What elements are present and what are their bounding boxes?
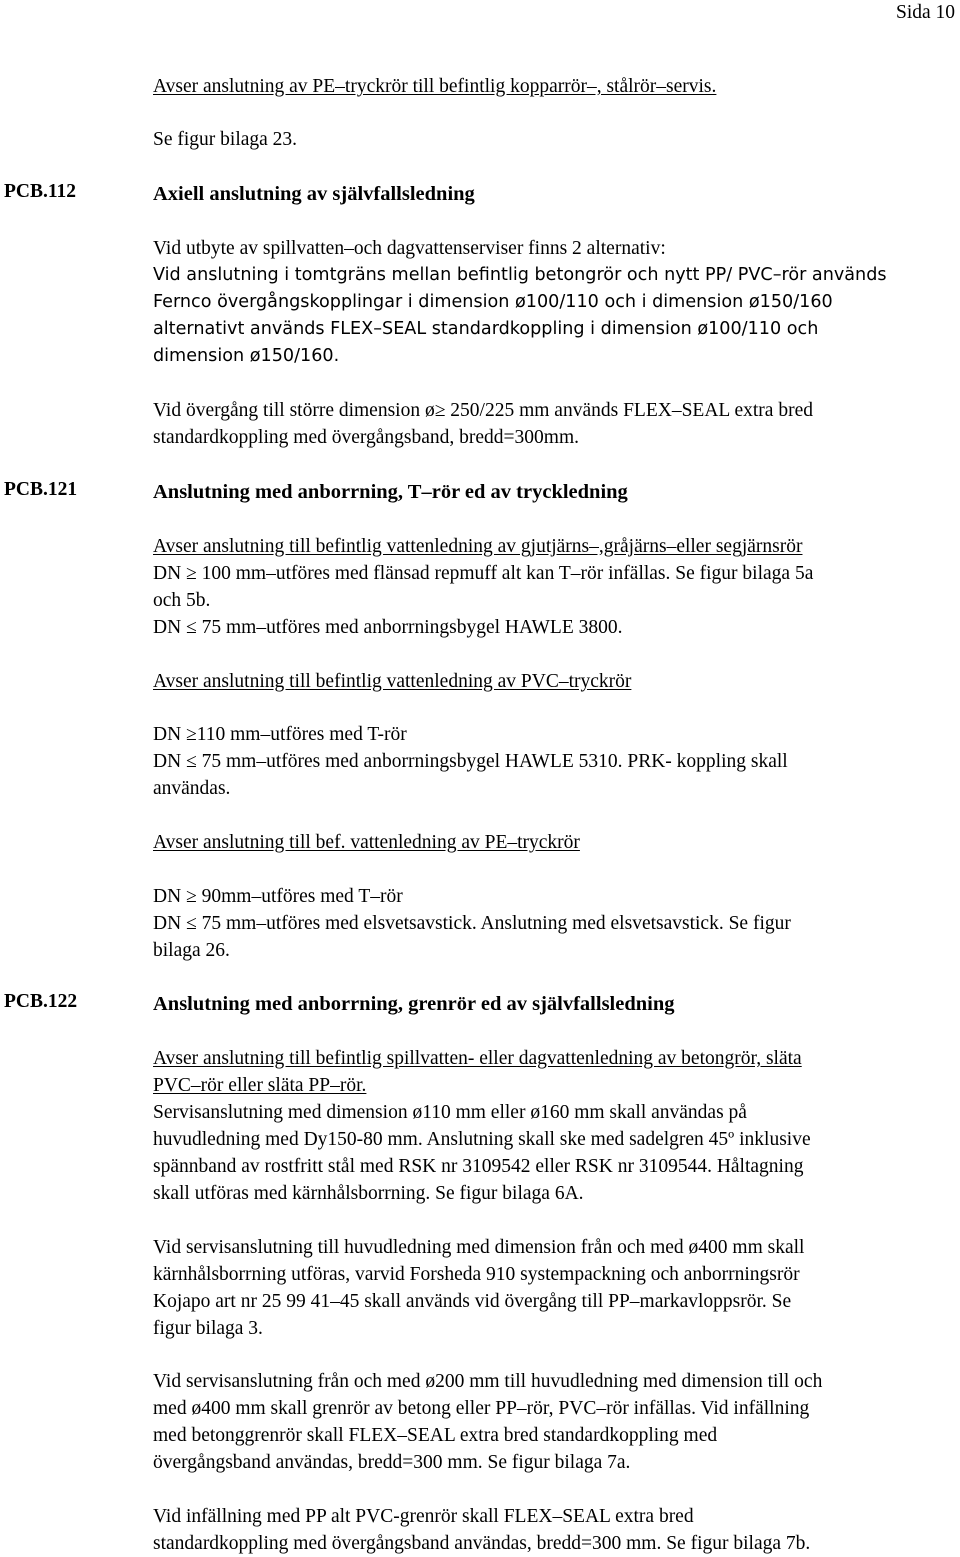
pcb112-paragraph-line: Fernco övergångskopplingar i dimension ø100/110 och i dimension ø150/160 bbox=[153, 292, 833, 312]
pcb122-subheading: PVC–rör eller släta PP–rör. bbox=[153, 1075, 367, 1096]
pcb112-code: PCB.112 bbox=[4, 181, 77, 202]
pcb121-paragraph-line: DN ≥ 100 mm–utföres med flänsad repmuff alt kan T–rör infällas. Se figur bilaga 5a bbox=[153, 563, 814, 584]
pcb121-paragraph-line: DN ≤ 75 mm–utföres med elsvetsavstick. Anslutning med elsvetsavstick. Se figur bbox=[153, 913, 791, 934]
pcb122-heading: Anslutning med anborrning, grenrör ed av självfallsledning bbox=[153, 993, 675, 1015]
pcb112-paragraph-line: Vid utbyte av spillvatten–och dagvattenserviser finns 2 alternativ: bbox=[153, 238, 666, 259]
pcb122-paragraph-line: standardkoppling med övergångsband användas, bredd=300 mm. Se figur bilaga 7b. bbox=[153, 1533, 811, 1554]
pcb121-paragraph-line: och 5b. bbox=[153, 590, 211, 611]
pcb122-paragraph-line: övergångsband användas, bredd=300 mm. Se figur bilaga 7a. bbox=[153, 1452, 631, 1473]
pcb121-paragraph-line: DN ≥110 mm–utföres med T-rör bbox=[153, 724, 407, 745]
pcb121-code: PCB.121 bbox=[4, 479, 78, 500]
pcb122-paragraph-line: Kojapo art nr 25 99 41–45 skall används vid övergång till PP–markavloppsrör. Se bbox=[153, 1291, 792, 1312]
pcb111-reference: Se figur bilaga 23. bbox=[153, 129, 298, 150]
pcb122-paragraph-line: spännband av rostfritt stål med RSK nr 3109542 eller RSK nr 3109544. Håltagning bbox=[153, 1156, 804, 1177]
pcb112-paragraph-line: Vid övergång till större dimension ø≥ 250/225 mm används FLEX–SEAL extra bred bbox=[153, 400, 813, 421]
pcb121-paragraph-line: DN ≤ 75 mm–utföres med anborrningsbygel HAWLE 3800. bbox=[153, 617, 623, 638]
pcb122-paragraph-line: skall utföras med kärnhålsborrning. Se figur bilaga 6A. bbox=[153, 1183, 584, 1204]
pcb112-paragraph-line: standardkoppling med övergångsband, bredd=300mm. bbox=[153, 427, 580, 448]
pcb111-subheading: Avser anslutning av PE–tryckrör till befintlig kopparrör–, stålrör–servis. bbox=[153, 76, 717, 97]
pcb121-paragraph-line: bilaga 26. bbox=[153, 940, 230, 961]
pcb122-paragraph-line: Vid infällning med PP alt PVC-grenrör skall FLEX–SEAL extra bred bbox=[153, 1506, 694, 1527]
page-number: Sida 10 bbox=[896, 2, 956, 23]
pcb122-paragraph-line: huvudledning med Dy150-80 mm. Anslutning skall ske med sadelgren 45º inklusive bbox=[153, 1129, 811, 1150]
pcb121-paragraph-line: DN ≥ 90mm–utföres med T–rör bbox=[153, 886, 403, 907]
pcb122-paragraph-line: med betonggrenrör skall FLEX–SEAL extra bred standardkoppling med bbox=[153, 1425, 718, 1446]
pcb122-paragraph-line: Servisanslutning med dimension ø110 mm eller ø160 mm skall användas på bbox=[153, 1102, 747, 1123]
pcb121-paragraph-line: DN ≤ 75 mm–utföres med anborrningsbygel HAWLE 5310. PRK- koppling skall bbox=[153, 751, 788, 772]
pcb121-heading: Anslutning med anborrning, T–rör ed av tryckledning bbox=[153, 481, 628, 503]
pcb112-paragraph-line: dimension ø150/160. bbox=[153, 346, 340, 366]
pcb112-paragraph-line: alternativt används FLEX–SEAL standardkoppling i dimension ø100/110 och bbox=[153, 319, 819, 339]
pcb121-subheading: Avser anslutning till befintlig vattenledning av PVC–tryckrör bbox=[153, 671, 632, 692]
pcb112-heading: Axiell anslutning av självfallsledning bbox=[153, 183, 475, 205]
pcb121-subheading: Avser anslutning till bef. vattenledning av PE–tryckrör bbox=[153, 832, 580, 853]
pcb122-code: PCB.122 bbox=[4, 991, 78, 1012]
pcb121-subheading: Avser anslutning till befintlig vattenledning av gjutjärns–,gråjärns–eller segjärnsrör bbox=[153, 536, 803, 557]
pcb122-paragraph-line: Vid servisanslutning till huvudledning med dimension från och med ø400 mm skall bbox=[153, 1237, 805, 1258]
pcb121-paragraph-line: användas. bbox=[153, 778, 231, 799]
pcb122-subheading: Avser anslutning till befintlig spillvatten- eller dagvattenledning av betongrör, släta bbox=[153, 1048, 802, 1069]
pcb122-paragraph-line: kärnhålsborrning utföras, varvid Forsheda 910 systempackning och anborrningsrör bbox=[153, 1264, 800, 1285]
pcb112-paragraph-line: Vid anslutning i tomtgräns mellan befintlig betongrör och nytt PP/ PVC–rör används bbox=[153, 265, 887, 285]
pcb122-paragraph-line: figur bilaga 3. bbox=[153, 1318, 263, 1339]
pcb122-paragraph-line: med ø400 mm skall grenrör av betong eller PP–rör, PVC–rör infällas. Vid infällning bbox=[153, 1398, 810, 1419]
pcb122-paragraph-line: Vid servisanslutning från och med ø200 mm till huvudledning med dimension till och bbox=[153, 1371, 823, 1392]
